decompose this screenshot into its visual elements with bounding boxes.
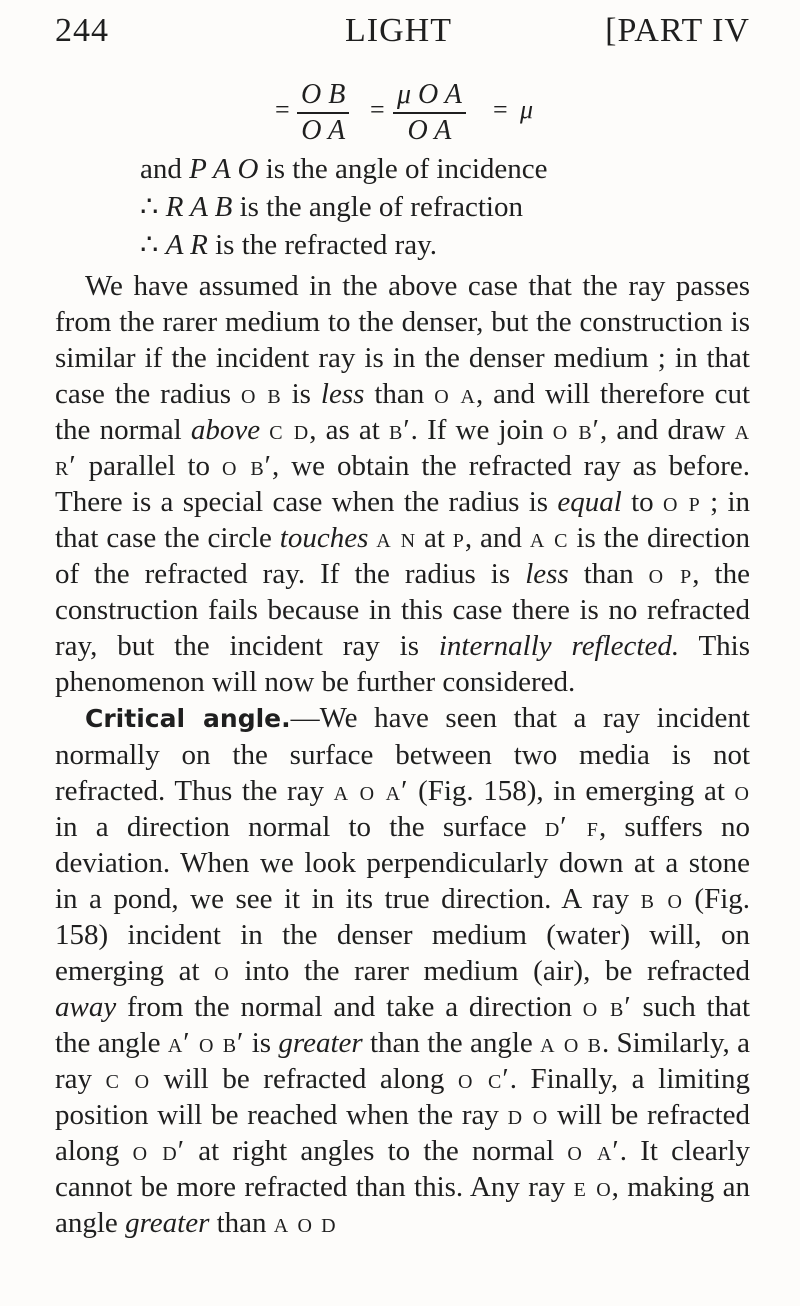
emphasis: above	[190, 414, 261, 446]
text-run: to	[621, 486, 663, 518]
emphasis: internally reflected.	[438, 630, 680, 662]
formula-equals: =	[370, 95, 385, 124]
ref-label: o d′	[132, 1135, 186, 1167]
ref-label: d o	[507, 1099, 549, 1131]
paragraph-denser-medium	[55, 268, 750, 700]
text-run: , the construction fails because in this case there is no refracted ray, but the incident ray is	[55, 558, 750, 662]
ref-label: o p	[648, 558, 693, 590]
text-run: . Similarly, a ray	[55, 1027, 750, 1095]
body-text	[55, 268, 750, 1241]
emphasis: greater	[125, 1207, 210, 1239]
statement-text: is the angle of incidence	[258, 153, 548, 185]
statement-refraction	[140, 188, 740, 226]
statement-expression: R A B	[165, 191, 233, 223]
text-run: is the direction of the refracted ray. If the radius is	[55, 522, 751, 590]
text-run: , and will therefore cut the normal	[55, 378, 751, 446]
ref-label: a r′	[55, 414, 751, 482]
text-run: at	[416, 522, 453, 554]
ref-label: o a′	[567, 1135, 620, 1167]
text-run: . If we join	[410, 414, 553, 446]
text-run: will be refracted along	[150, 1063, 458, 1095]
statement-incidence	[140, 150, 740, 188]
fraction-denominator: O A	[301, 115, 346, 146]
ref-label: o b	[240, 378, 282, 410]
ref-label: a c	[529, 522, 569, 554]
therefore-symbol: ∴	[140, 229, 166, 261]
text-run: is	[244, 1027, 279, 1059]
text-run: . Finally, a limiting position will be reached when the ray	[55, 1063, 750, 1131]
ref-label: d′ f	[544, 811, 599, 843]
page-number: 244	[55, 12, 109, 49]
statement-refracted-ray	[140, 226, 740, 264]
ref-label: o p	[662, 486, 701, 518]
ref-label: o b′	[552, 414, 601, 446]
text-run: . It clearly cannot be more refracted than this. Any ray	[55, 1135, 751, 1203]
ref-label: p	[452, 522, 465, 554]
ref-label: a′ o b′	[167, 1027, 245, 1059]
statement-expression: A R	[165, 229, 208, 261]
statement-text: is the refracted ray.	[207, 229, 438, 261]
ref-label: o	[214, 955, 230, 987]
fraction-numerator: O B	[297, 78, 349, 114]
ref-label: a o a′	[333, 775, 409, 807]
fraction-numerator: μ O A	[393, 78, 466, 114]
emphasis: equal	[557, 486, 622, 518]
formula-equals-lead: =	[275, 95, 290, 124]
fraction-denominator: O A	[407, 115, 452, 146]
text-run: parallel to	[76, 450, 222, 482]
text-run: —We have seen that a ray incident normally on the surface between two media is not refracted. Thus the ray	[55, 702, 750, 807]
ref-label: c d	[269, 414, 310, 446]
statement-text: and	[140, 153, 190, 185]
running-title: LIGHT	[345, 12, 452, 49]
text-run: , as at	[309, 414, 389, 446]
ref-label: a o b	[540, 1027, 602, 1059]
text-run	[260, 414, 269, 446]
ref-label: o a	[434, 378, 476, 410]
text-run: into the rarer medium (air), be refracted	[229, 955, 751, 987]
ratio-formula	[275, 78, 635, 148]
text-run: than	[209, 1207, 274, 1239]
ref-label: o b′	[582, 991, 632, 1023]
formula-result: μ	[520, 95, 534, 124]
statement-expression: P A O	[189, 153, 259, 185]
emphasis: greater	[278, 1027, 363, 1059]
ref-label: c o	[105, 1063, 151, 1095]
text-run: at right angles to the normal	[185, 1135, 568, 1167]
ref-label: o	[734, 775, 750, 807]
ref-label: a o d	[273, 1207, 337, 1239]
text-run: ; in that case the circle	[55, 486, 750, 554]
emphasis: less	[525, 558, 569, 590]
ref-label: b′	[388, 414, 411, 446]
text-run: , and	[464, 522, 530, 554]
text-run: from the normal and take a direction	[116, 991, 583, 1023]
part-label: [PART IV	[605, 12, 750, 49]
text-run: than	[568, 558, 649, 590]
ref-label: b o	[640, 883, 683, 915]
ref-label: o b′	[221, 450, 273, 482]
text-run: , and draw	[600, 414, 735, 446]
text-run: will be refracted along	[55, 1099, 750, 1167]
text-run: (Fig. 158) incident in the denser medium (water) will, on emerging at	[55, 883, 751, 987]
ref-label: e o	[573, 1171, 612, 1203]
statement-text: is the angle of refraction	[232, 191, 523, 223]
text-run: , making an angle	[55, 1171, 750, 1239]
text-run: such that the angle	[55, 991, 750, 1059]
emphasis: touches	[279, 522, 369, 554]
ref-label: a n	[376, 522, 417, 554]
text-run: , suffers no deviation. When we look perpendicularly down at a stone in a pond, we see it in its true direction. A ray	[55, 811, 750, 915]
emphasis: less	[320, 378, 365, 410]
text-run: , we obtain the refracted ray as before. There is a special case when the radius is	[55, 450, 750, 518]
formula-equals: =	[493, 95, 508, 124]
therefore-symbol: ∴	[140, 191, 166, 223]
text-run: (Fig. 158), in emerging at	[408, 775, 735, 807]
emphasis: away	[55, 991, 117, 1023]
text-run: than	[364, 378, 435, 410]
fraction-ob-oa	[297, 78, 349, 148]
text-run: than the angle	[362, 1027, 541, 1059]
ref-label: o c′	[457, 1063, 510, 1095]
statement-lines	[140, 150, 740, 264]
fraction-mu-oa-oa	[393, 78, 466, 148]
running-header	[55, 12, 750, 66]
text-run: We have assumed in the above case that the ray passes from the rarer medium to the denser, but the construction is similar if the incident ray is in the denser medium ; in that case the radius	[55, 270, 750, 410]
paragraph-critical-angle	[55, 700, 750, 1241]
text-run: This phenomenon will now be further considered.	[55, 630, 751, 698]
text-run: is	[281, 378, 321, 410]
text-run: in a direction normal to the surface	[55, 811, 545, 843]
section-heading: Critical angle.	[85, 704, 291, 733]
